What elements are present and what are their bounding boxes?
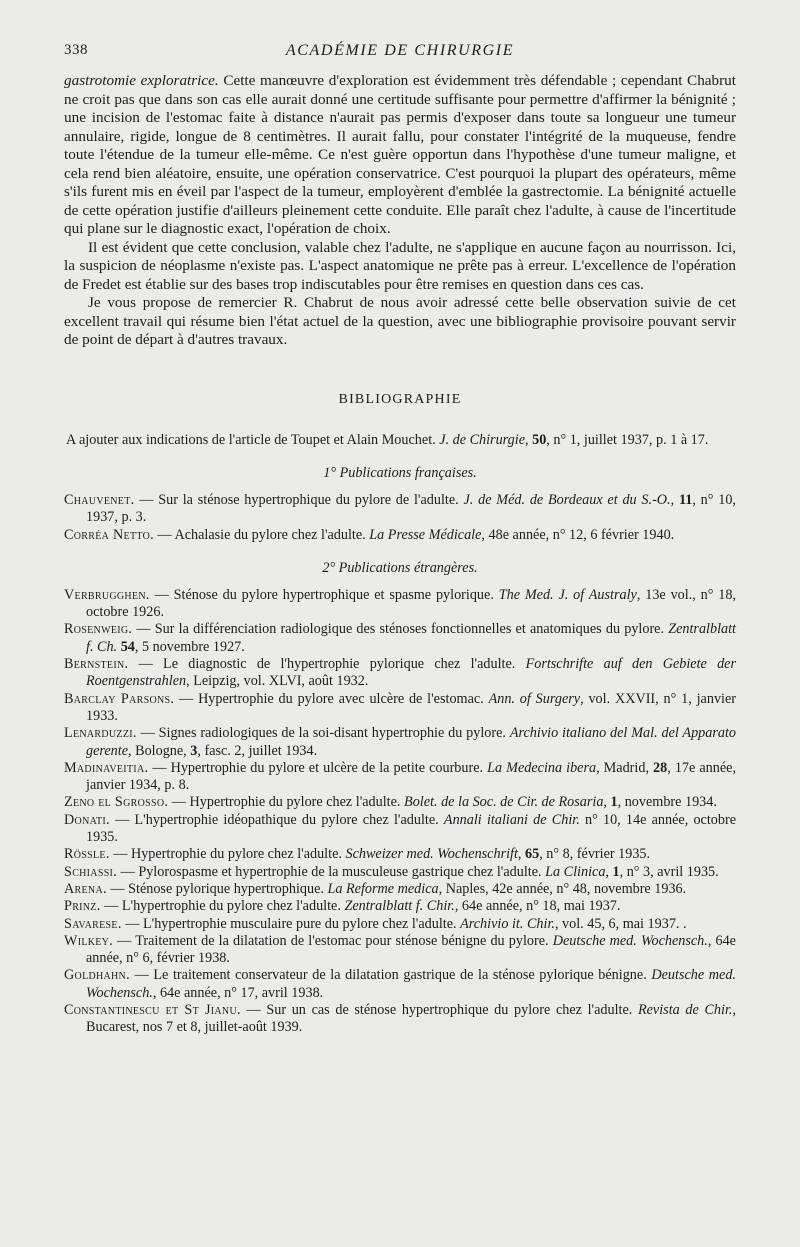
- ref-author: Wilkey.: [64, 932, 114, 949]
- ref-journal: La Medecina ibera: [487, 759, 597, 776]
- ref-journal: La Presse Médicale: [369, 526, 482, 543]
- ref-title: — Hypertrophie du pylore avec ulcère de l'estomac.: [174, 690, 489, 707]
- ref-author: Lenarduzzi.: [64, 725, 137, 742]
- ref-sep: ,: [670, 492, 679, 508]
- ref-author: Arena.: [64, 880, 107, 897]
- ref-author: Rössle.: [64, 846, 110, 863]
- paragraph: Il est évident que cette conclusion, valable chez l'adulte, ne s'applique en aucune façon au nourrisson. Ici, la suspicion de néoplasme n'existe pas. L'aspect anatomique ne prête pas à erreur. L'excellence de l'opération de Fredet est établie sur des bases trop indiscutables pour être remises en question dans ces cas.: [64, 238, 736, 293]
- reference-entry: [64, 725, 736, 760]
- ref-journal: Revista de Chir.: [637, 1002, 733, 1019]
- reference-entry: [64, 916, 736, 933]
- reference-entry: [64, 492, 736, 527]
- ref-author: Verbrugghen.: [64, 586, 150, 603]
- ref-sep: , Bologne,: [128, 742, 191, 759]
- reference-entry: [64, 794, 736, 811]
- ref-journal: Bolet. de la Soc. de Cir. de Rosaria: [404, 794, 604, 811]
- ref-sep: , Madrid,: [596, 759, 654, 776]
- reference-entry: [64, 527, 736, 544]
- ref-rest: , n° 10, 1937, p. 3.: [86, 492, 736, 526]
- ref-volume: 3: [190, 742, 198, 759]
- ref-journal: Zentralblatt f. Ch.: [86, 621, 736, 655]
- body-text: [64, 72, 736, 350]
- ref-title: — Hypertrophie du pylore et ulcère de la petite courbure.: [148, 759, 488, 776]
- reference-entry: [64, 881, 736, 898]
- ref-journal: J. de Méd. de Bordeaux et du S.-O.: [463, 492, 671, 508]
- ref-sep: ,: [605, 863, 613, 880]
- ref-volume: 1: [610, 794, 618, 811]
- ref-sep: ,: [603, 794, 611, 811]
- section-heading: 1° Publications françaises.: [323, 465, 477, 481]
- ref-journal: Deutsche med. Wochensch.: [86, 967, 736, 1001]
- ref-title: — Sur la différenciation radiologique des sténoses fonctionnelles et anatomiques du pylore.: [132, 621, 669, 638]
- ref-rest: , 64e année, n° 18, mai 1937.: [454, 898, 621, 915]
- ref-author: Zeno el Sgrosso.: [64, 794, 169, 811]
- section-heading: 2° Publications étrangères.: [322, 559, 478, 576]
- bibliography-title: BIBLIOGRAPHIE: [338, 391, 462, 407]
- ref-author: Constantinescu et St Jianu.: [64, 1002, 241, 1019]
- ref-title: — Le traitement conservateur de la dilatation gastrique de la sténose pylorique bénigne.: [129, 967, 652, 984]
- ref-author: Goldhahn.: [64, 967, 130, 984]
- ref-volume: 1: [612, 863, 620, 880]
- ref-journal: Zentralblatt f. Chir.: [344, 898, 455, 915]
- reference-entry: [64, 656, 736, 691]
- ref-author: Rosenweig.: [64, 621, 133, 638]
- reference-entry: [64, 1002, 736, 1037]
- bibliography-intro: A ajouter aux indications de l'article de Toupet et Alain Mouchet. J. de Chirurgie, 50, n° 1, juillet 1937, p. 1 à 17.: [66, 431, 709, 448]
- ref-volume: 28: [653, 759, 668, 776]
- ref-sep: ,: [517, 846, 526, 863]
- paragraph: gastrotomie exploratrice. Cette manœuvre d'exploration est évidemment très défendable ; cependant Chabrut ne croit pas que dans son cas elle aurait donné une certitude suffisante pour permettre d'affirmer la bénignité ; une incision de l'estomac faite à distance n'aurait pas permis d'exposer dans toute sa longueur une tumeur annulaire, rigide, longue de 8 centimètres. Il aurait fallu, pour constater l'intégrité de la muqueuse, fendre toute l'étendue de la tumeur elle-même. Ce n'est guère opportun dans l'hypothèse d'une tumeur maligne, et cela rend bien aléatoire, ensuite, une opération conservatrice. C'est pourquoi la plupart des opérateurs, même s'ils furent mis en éveil par l'aspect de la tumeur, employèrent d'emblée la gastrectomie. La bénignité actuelle de cette opération justifie d'ailleurs pleinement cette conduite. Elle paraît chez l'adulte, à cause de l'incertitude qui plane sur le diagnostic exact, l'opération de choix.: [64, 72, 736, 237]
- ref-author: Schiassi.: [64, 863, 118, 880]
- ref-title: — Hypertrophie du pylore chez l'adulte.: [168, 794, 405, 811]
- ref-journal: Annali italiani de Chir.: [443, 811, 580, 828]
- ref-title: — L'hypertrophie musculaire pure du pylore chez l'adulte.: [121, 915, 461, 932]
- ref-rest: , Bucarest, nos 7 et 8, juillet-août 1939.: [86, 1002, 736, 1036]
- ref-rest: , novembre 1934.: [617, 794, 717, 811]
- ref-journal: Fortschrifte auf den Gebiete der Roentgenstrahlen: [86, 656, 737, 690]
- reference-entry: [64, 864, 736, 881]
- ref-journal: The Med. J. of Australy: [498, 586, 637, 603]
- bibliography-sections: [64, 465, 736, 1037]
- ref-author: Prinz.: [64, 898, 101, 915]
- ref-volume: 11: [678, 492, 693, 508]
- ref-rest: , 64e année, n° 6, février 1938.: [86, 932, 736, 967]
- running-header: [64, 42, 736, 72]
- reference-entry: [64, 760, 736, 795]
- ref-rest: , vol. XXVII, n° 1, janvier 1933.: [86, 690, 736, 724]
- ref-title: — L'hypertrophie idéopathique du pylore chez l'adulte.: [109, 811, 444, 828]
- ref-journal: Deutsche med. Wochensch.: [552, 932, 708, 949]
- ref-title: — Le diagnostic de l'hypertrophie pylorique chez l'adulte.: [128, 656, 526, 673]
- ref-title: — Sur un cas de sténose hypertrophique du pylore chez l'adulte.: [240, 1002, 638, 1019]
- ref-journal: Archivio italiano del Mal. del Apparato gerente: [86, 725, 737, 759]
- ref-rest: , Naples, 42e année, n° 48, novembre 1936.: [438, 880, 687, 897]
- ref-rest: , Leipzig, vol. XLVI, août 1932.: [186, 673, 369, 690]
- ref-rest: , 5 novembre 1927.: [134, 638, 245, 655]
- paragraph: Je vous propose de remercier R. Chabrut de nous avoir adressé cette belle observation suivie de cet excellent travail qui résume bien l'état actuel de la question, avec une bibliographie provisoire pouvant servir de point de départ à d'autres travaux.: [64, 294, 736, 348]
- reference-entry: [64, 898, 736, 915]
- ref-rest: , n° 8, février 1935.: [539, 846, 651, 863]
- ref-rest: , 17e année, janvier 1934, p. 8.: [86, 759, 736, 794]
- ref-rest: , vol. 45, 6, mai 1937. .: [554, 915, 687, 932]
- ref-author: Corréa Netto.: [64, 526, 154, 543]
- reference-entry: [64, 621, 736, 656]
- ref-author: Savarese.: [64, 915, 122, 932]
- reference-entry: [64, 812, 736, 847]
- ref-rest: , 48e année, n° 12, 6 février 1940.: [481, 526, 675, 543]
- ref-title: — Sur la sténose hypertrophique du pylore de l'adulte.: [134, 492, 464, 508]
- ref-title: — Hypertrophie du pylore chez l'adulte.: [109, 846, 346, 863]
- reference-entry: [64, 967, 736, 1002]
- ref-author: Barclay Parsons.: [64, 690, 175, 707]
- ref-author: Chauvenet.: [64, 492, 135, 508]
- ref-author: Bernstein.: [64, 656, 129, 673]
- reference-entry: [64, 691, 736, 726]
- ref-rest: , 13e vol., n° 18, octobre 1926.: [86, 586, 736, 621]
- italic-lead: gastrotomie exploratrice.: [64, 72, 219, 89]
- ref-title: — Achalasie du pylore chez l'adulte.: [153, 526, 370, 543]
- ref-title: — Traitement de la dilatation de l'estomac pour sténose bénigne du pylore.: [113, 932, 553, 949]
- ref-title: — Sténose du pylore hypertrophique et spasme pylorique.: [149, 586, 499, 603]
- ref-journal: Schweizer med. Wochenschrift: [345, 846, 518, 863]
- reference-entry: [64, 846, 736, 863]
- ref-author: Madinaveitia.: [64, 759, 149, 776]
- ref-volume: 65: [525, 846, 540, 863]
- ref-journal: Ann. of Surgery: [488, 690, 581, 707]
- ref-title: — Pylorospasme et hypertrophie de la musculeuse gastrique chez l'adulte.: [117, 863, 546, 880]
- reference-entry: [64, 933, 736, 968]
- ref-rest: , n° 3, avril 1935.: [619, 863, 719, 880]
- ref-author: Donati.: [64, 811, 110, 828]
- ref-rest: , fasc. 2, juillet 1934.: [197, 742, 318, 759]
- ref-title: — Signes radiologiques de la soi-disant hypertrophie du pylore.: [136, 725, 510, 742]
- ref-title: — L'hypertrophie du pylore chez l'adulte.: [100, 898, 345, 915]
- ref-journal: La Clinica: [545, 863, 606, 880]
- ref-title: — Sténose pylorique hypertrophique.: [106, 880, 328, 897]
- ref-journal: La Reforme medica: [327, 880, 439, 897]
- reference-entry: [64, 587, 736, 622]
- ref-rest: , 64e année, n° 17, avril 1938.: [152, 984, 324, 1001]
- journal-title: ACADÉMIE DE CHIRURGIE: [285, 42, 515, 59]
- ref-journal: Archivio it. Chir.: [460, 915, 555, 932]
- ref-volume: 54: [120, 638, 135, 655]
- ref-rest: n° 10, 14e année, octobre 1935.: [86, 811, 737, 846]
- page-number: 338: [64, 42, 88, 58]
